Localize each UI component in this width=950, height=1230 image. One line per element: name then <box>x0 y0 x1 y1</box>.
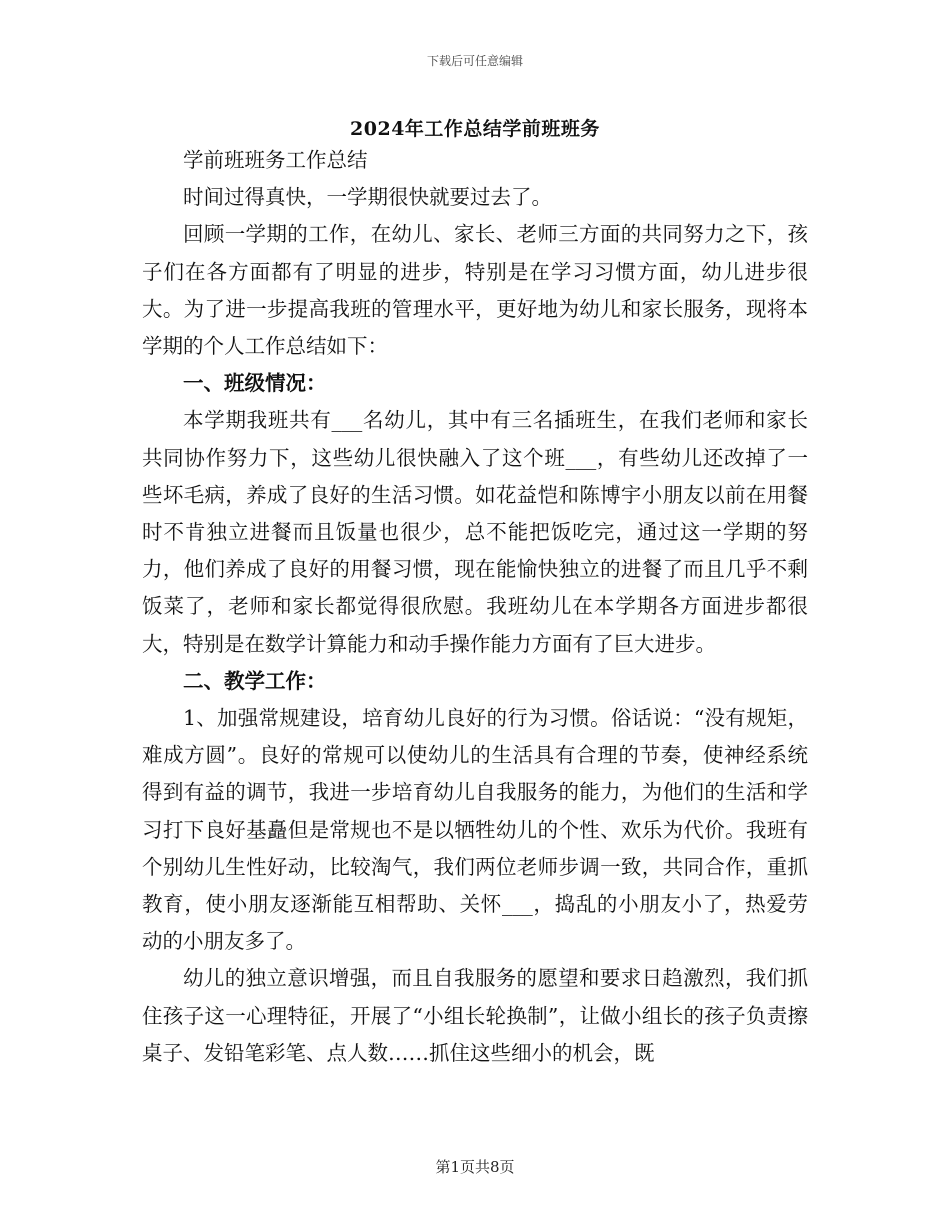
class-situation-paragraph: 本学期我班共有___名幼儿，其中有三名插班生，在我们老师和家长共同协作努力下，这些幼儿很快融入了这个班___，有些幼儿还改掉了一些坏毛病，养成了良好的生活习惯。如花益恺和陈博宇小朋友以前在用餐时不肯独立进餐而且饭量也很少，总不能把饭吃完，通过这一学期的努力，他们养成了良好的用餐习惯，现在能愉快独立的进餐了而且几乎不剩饭菜了，老师和家长都觉得很欣慰。我班幼儿在本学期各方面进步都很大，特别是在数学计算能力和动手操作能力方面有了巨大进步。 <box>142 408 808 656</box>
independence-paragraph: 幼儿的独立意识增强，而且自我服务的愿望和要求日趋激烈，我们抓住孩子这一心理特征，开展了“小组长轮换制”，让做小组长的孩子负责擦桌子、发铅笔彩笔、点人数……抓住这些细小的机会，既 <box>142 966 808 1065</box>
document-title: 2024年工作总结学前班班务 <box>350 118 600 140</box>
intro-paragraph: 时间过得真快，一学期很快就要过去了。 <box>183 185 552 210</box>
review-paragraph: 回顾一学期的工作，在幼儿、家长、老师三方面的共同努力之下，孩子们在各方面都有了明显的进步，特别是在学习习惯方面，幼儿进步很大。为了进一步提高我班的管理水平，更好地为幼儿和家长服务，现将本学期的个人工作总结如下： <box>142 222 808 359</box>
header-note: 下载后可任意编辑 <box>426 54 523 68</box>
teaching-work-paragraph: 1、加强常规建设，培育幼儿良好的行为习惯。俗话说：“没有规矩，难成方圆”。良好的常规可以使幼儿的生活具有合理的节奏，使神经系统得到有益的调节，我进一步培育幼儿自我服务的能力，为他们的生活和学习打下良好基矗但是常规也不是以牺牲幼儿的个性、欢乐为代价。我班有个别幼儿生性好动，比较淘气，我们两位老师步调一致，共同合作，重抓教育，使小朋友逐渐能互相帮助、关怀___，捣乱的小朋友小了，热爱劳动的小朋友多了。 <box>142 706 808 954</box>
subtitle-paragraph: 学前班班务工作总结 <box>183 148 368 172</box>
section-heading-class-situation: 一、班级情况： <box>183 371 327 396</box>
section-heading-teaching-work: 二、教学工作： <box>183 668 327 693</box>
page-footer: 第1页共8页 <box>435 1158 515 1176</box>
document-body <box>142 142 808 1072</box>
